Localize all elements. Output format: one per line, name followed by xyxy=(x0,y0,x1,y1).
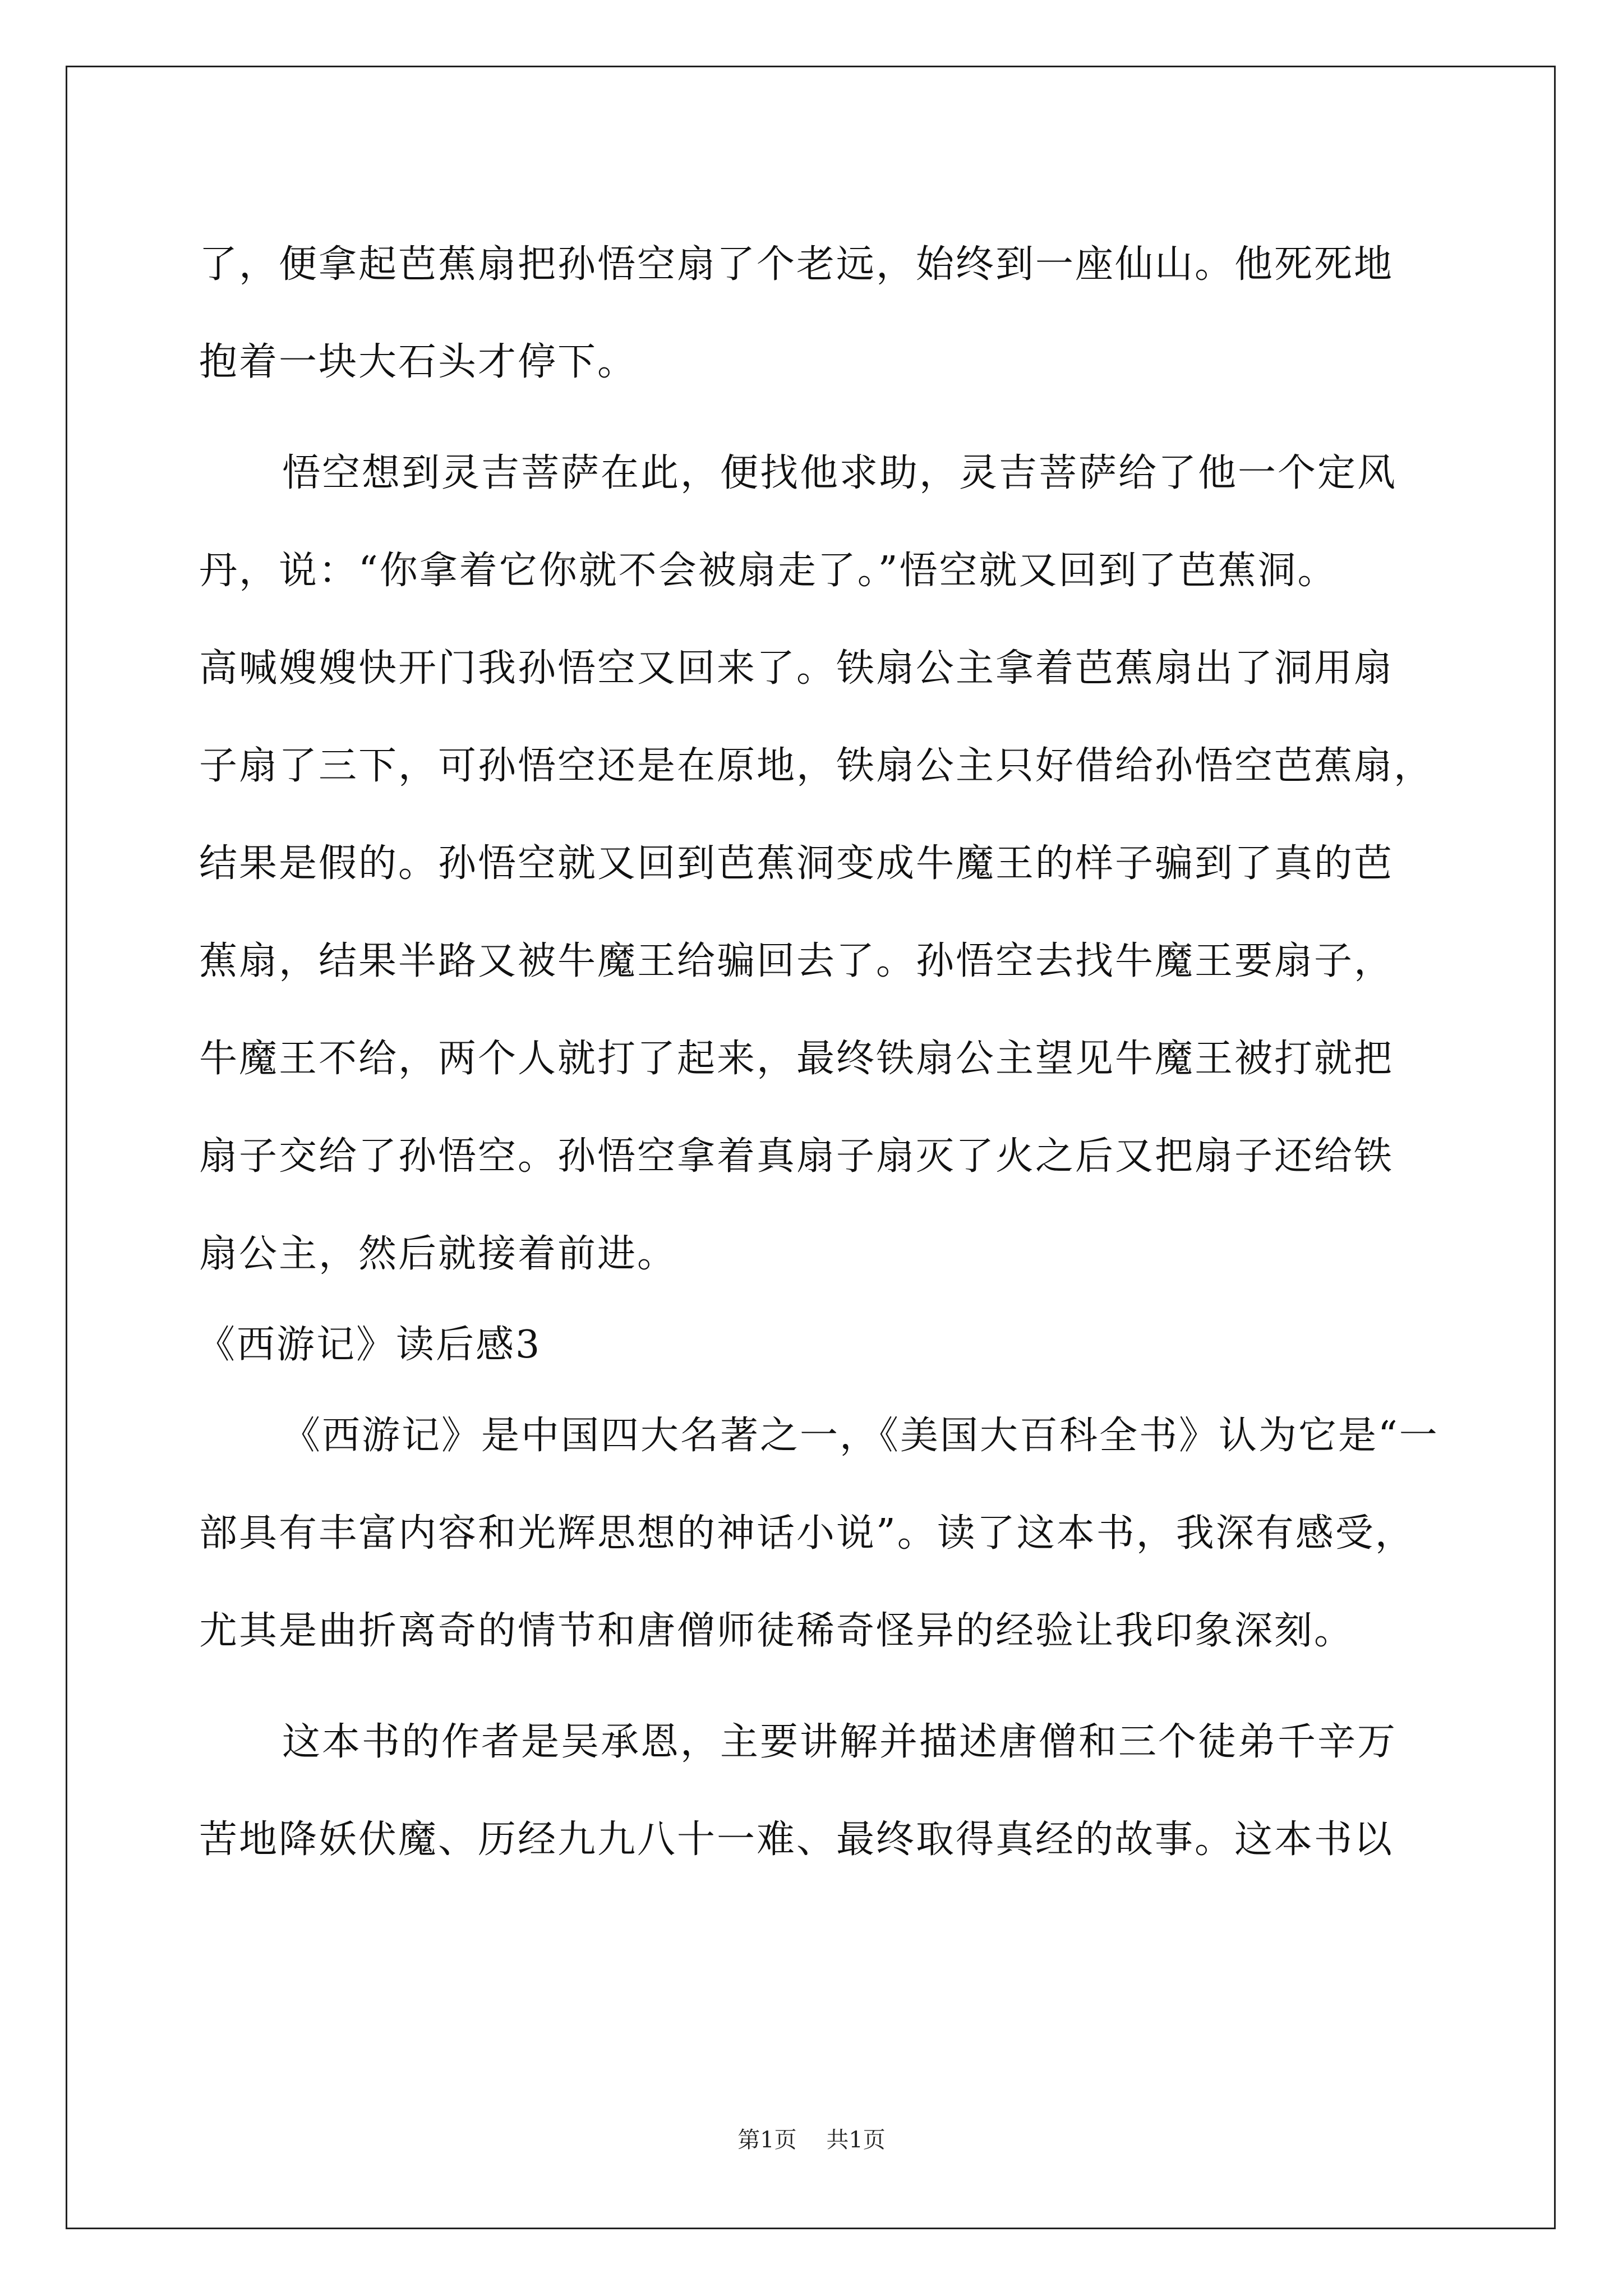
section-heading: 《西游记》读后感3 xyxy=(197,1323,542,1367)
paragraph-line: 悟空想到灵吉菩萨在此，便找他求助，灵吉菩萨给了他一个定风 xyxy=(282,451,1398,495)
page-total: 共1页 xyxy=(826,2127,886,2153)
page-footer xyxy=(0,2126,1623,2154)
paragraph-line: 蕉扇，结果半路又被牛魔王给骗回去了。孙悟空去找牛魔王要扇子， xyxy=(199,939,1394,983)
paragraph-line: 扇公主，然后就接着前进。 xyxy=(199,1232,677,1276)
paragraph-line: 《西游记》是中国四大名著之一，《美国大百科全书》认为它是“一 xyxy=(282,1414,1439,1458)
paragraph-line: 抱着一块大石头才停下。 xyxy=(199,340,638,384)
paragraph-line: 了，便拿起芭蕉扇把孙悟空扇了个老远，始终到一座仙山。他死死地 xyxy=(199,242,1394,287)
paragraph-line: 高喊嫂嫂快开门我孙悟空又回来了。铁扇公主拿着芭蕉扇出了洞用扇 xyxy=(199,646,1394,691)
paragraph-line: 结果是假的。孙悟空就又回到芭蕉洞变成牛魔王的样子骗到了真的芭 xyxy=(199,841,1394,886)
paragraph-line: 丹，说：“你拿着它你就不会被扇走了。”悟空就又回到了芭蕉洞。 xyxy=(199,549,1338,593)
page-number: 第1页 xyxy=(737,2127,797,2153)
paragraph-line: 尤其是曲折离奇的情节和唐僧师徒稀奇怪异的经验让我印象深刻。 xyxy=(199,1609,1354,1653)
paragraph-line: 这本书的作者是吴承恩，主要讲解并描述唐僧和三个徒弟千辛万 xyxy=(282,1720,1398,1764)
paragraph-line: 扇子交给了孙悟空。孙悟空拿着真扇子扇灭了火之后又把扇子还给铁 xyxy=(199,1134,1394,1179)
paragraph-line: 部具有丰富内容和光辉思想的神话小说”。读了这本书，我深有感受， xyxy=(199,1511,1415,1556)
paragraph-line: 苦地降妖伏魔、历经九九八十一难、最终取得真经的故事。这本书以 xyxy=(199,1818,1394,1862)
paragraph-line: 牛魔王不给，两个人就打了起来，最终铁扇公主望见牛魔王被打就把 xyxy=(199,1037,1394,1081)
paragraph-line: 子扇了三下，可孙悟空还是在原地，铁扇公主只好借给孙悟空芭蕉扇， xyxy=(199,744,1434,788)
document-body xyxy=(199,216,1447,1889)
